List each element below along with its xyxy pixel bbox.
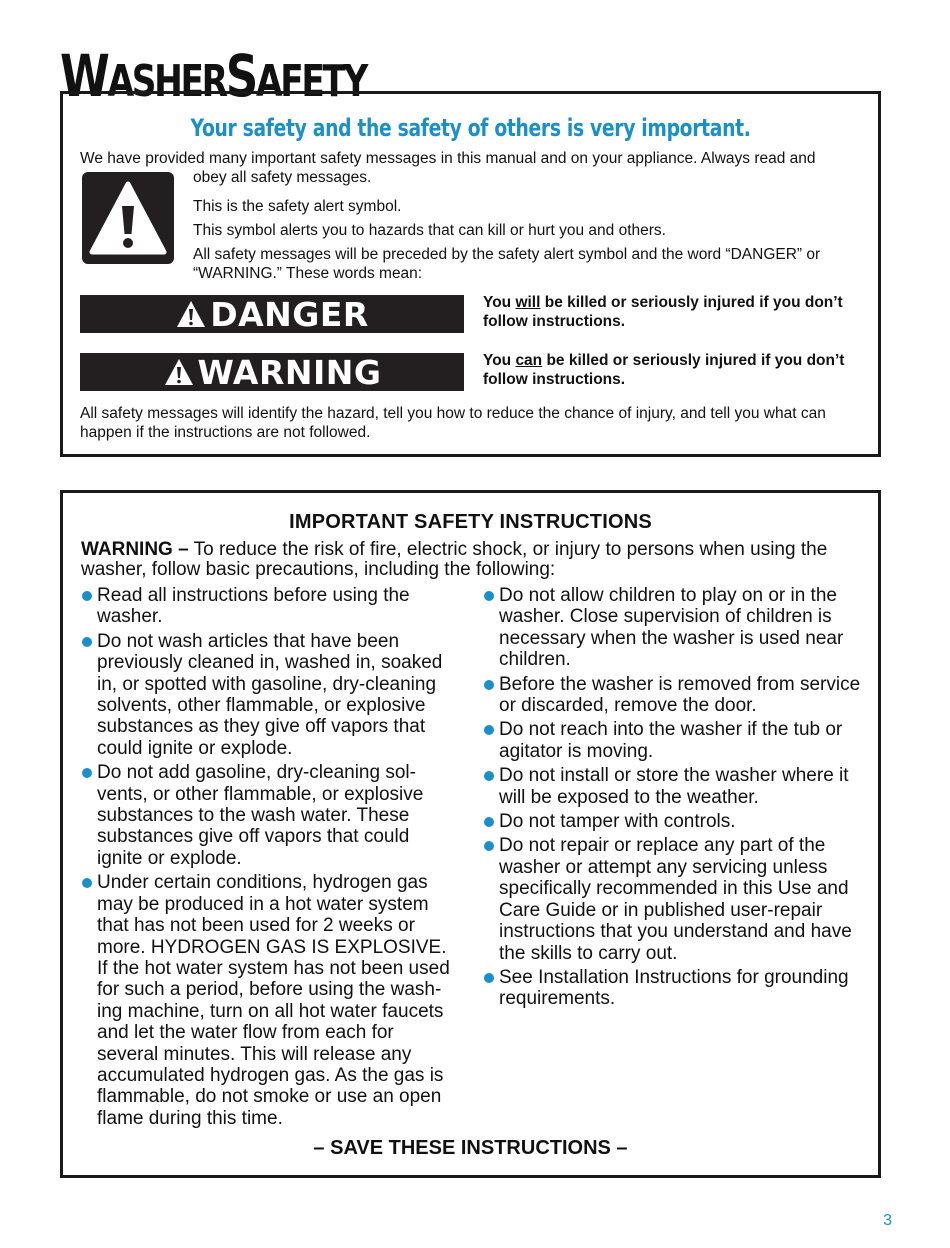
list-item: Read all instructions before using the washer. bbox=[82, 585, 454, 628]
bullet-icon bbox=[484, 725, 494, 735]
bullet-icon bbox=[82, 591, 92, 601]
intro-text-line1: We have provided many important safety messages in this manual and on your appliance. Always read and bbox=[80, 150, 816, 167]
safety-notice-box bbox=[60, 91, 881, 457]
symbol-text-line3: All safety messages will be preceded by the safety alert symbol and the word “DANGER” or bbox=[193, 246, 821, 263]
symbol-text-line4: “WARNING.” These words mean: bbox=[193, 265, 423, 282]
bullet-icon bbox=[484, 817, 494, 827]
warning-intro-text: To reduce the risk of fire, electric shock, or injury to persons when using the washer, follow basic precautions, including the following: bbox=[81, 539, 828, 580]
warning-description: You can be killed or seriously injured if you don’t follow instructions. bbox=[483, 352, 845, 388]
symbol-text-line2: This symbol alerts you to hazards that can kill or hurt you and others. bbox=[193, 222, 666, 239]
bullet-icon bbox=[484, 771, 494, 781]
intro-text-line2: obey all safety messages. bbox=[193, 169, 372, 186]
list-item: Do not allow children to play on or in the washer. Close supervision of children is necessary when the washer is used near children. bbox=[484, 585, 879, 671]
page-title: WASHERSAFETY bbox=[60, 42, 367, 111]
list-item: Do not add gasoline, dry-cleaning sol-vents, or other flammable, or explosive substances to the wash water. These substances give off vapors that could ignite or explode. bbox=[82, 762, 454, 869]
list-item: Do not wash articles that have been previously cleaned in, washed in, soaked in, or spotted with gasoline, dry-cleaning solvents, other flammable, or explosive substances as they give off vapors that could ignite or explode. bbox=[82, 631, 454, 759]
safety-instructions-box bbox=[60, 490, 881, 1178]
list-item: Before the washer is removed from service or discarded, remove the door. bbox=[484, 674, 879, 717]
danger-description: You will be killed or seriously injured if you don’t follow instructions. bbox=[483, 294, 843, 330]
instructions-title: IMPORTANT SAFETY INSTRUCTIONS bbox=[289, 511, 652, 533]
warning-intro bbox=[81, 540, 861, 580]
bullet-icon bbox=[484, 973, 494, 983]
bullet-icon bbox=[484, 841, 494, 851]
list-item: Do not reach into the washer if the tub or agitator is moving. bbox=[484, 719, 879, 762]
footer-text-line1: All safety messages will identify the hazard, tell you how to reduce the chance of injury, and tell you what can bbox=[80, 405, 826, 422]
bullet-icon bbox=[484, 680, 494, 690]
danger-signal-banner bbox=[80, 295, 464, 333]
bullet-icon bbox=[484, 591, 494, 601]
footer-text-line2: happen if the instructions are not followed. bbox=[80, 424, 371, 441]
danger-label: DANGER bbox=[210, 294, 369, 334]
bullet-icon bbox=[82, 878, 92, 888]
page-number: 3 bbox=[883, 1212, 892, 1229]
warning-alert-triangle-icon bbox=[163, 357, 195, 387]
save-instructions-text: – SAVE THESE INSTRUCTIONS – bbox=[313, 1137, 628, 1159]
list-item: Do not repair or replace any part of the washer or attempt any servicing unless specifically recommended in this Use and Care Guide or in published user-repair instructions that you understand and have the skills to carry out. bbox=[484, 835, 879, 963]
bullet-icon bbox=[82, 637, 92, 647]
list-item: Do not tamper with controls. bbox=[484, 811, 879, 832]
list-item: Do not install or store the washer where it will be exposed to the weather. bbox=[484, 765, 879, 808]
safety-alert-triangle-icon bbox=[82, 172, 174, 264]
warning-intro-label: WARNING – bbox=[81, 539, 189, 560]
list-item: Under certain conditions, hydrogen gas may be produced in a hot water system that has not been used for 2 weeks or more. HYDROGEN GAS IS EXPLOSIVE. If the hot water system has not been used for such a period, before using the wash-ing machine, turn on all hot water faucets and let the water flow from each for several minutes. This will release any accumulated hydrogen gas. As the gas is flammable, do not smoke or use an open flame during this time. bbox=[82, 872, 454, 1129]
bullet-icon bbox=[82, 768, 92, 778]
safety-headline: Your safety and the safety of others is very important. bbox=[190, 114, 751, 142]
list-item: See Installation Instructions for grounding requirements. bbox=[484, 967, 879, 1010]
warning-label: WARNING bbox=[197, 352, 382, 392]
danger-alert-triangle-icon bbox=[175, 299, 207, 329]
warning-signal-banner bbox=[80, 353, 464, 391]
instructions-left-column bbox=[82, 585, 454, 1132]
instructions-right-column bbox=[484, 585, 879, 1013]
symbol-text-line1: This is the safety alert symbol. bbox=[193, 198, 402, 215]
